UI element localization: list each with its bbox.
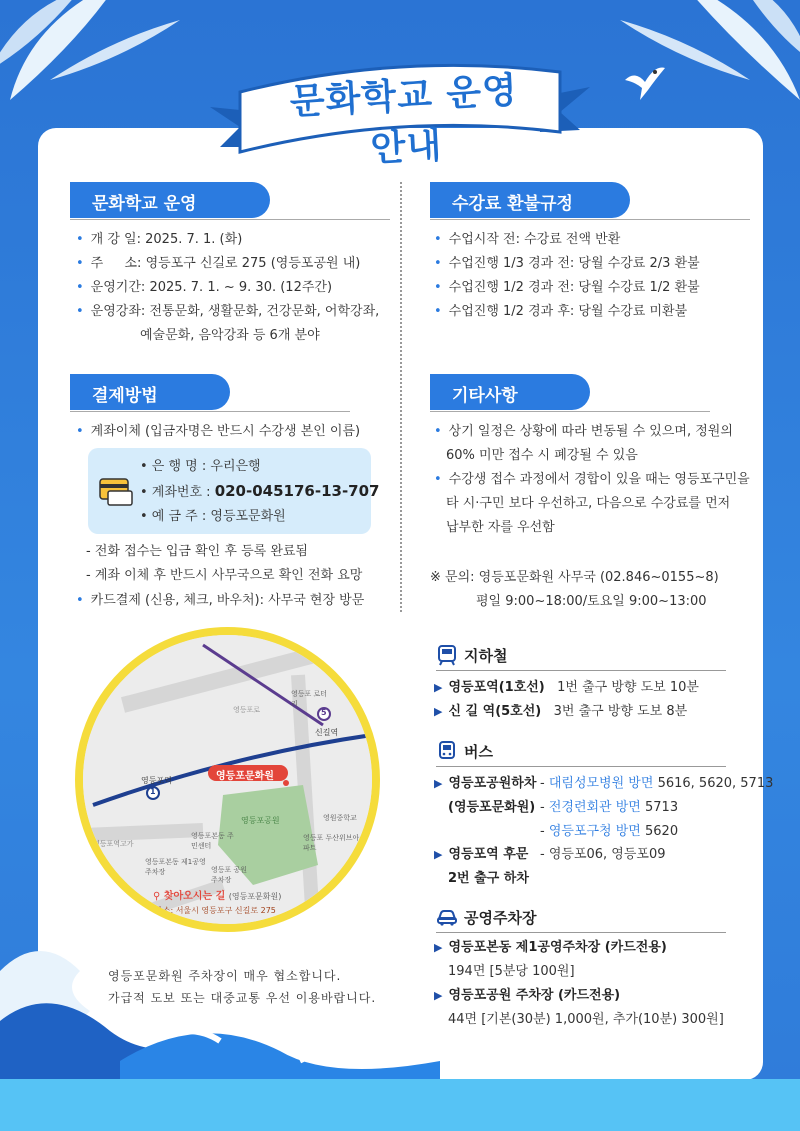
map-overpass-label: 영등포역고가 <box>93 840 134 848</box>
page-title: 문화학교 운영 안내 <box>288 70 519 170</box>
map-road-label: 영등포로 <box>233 706 261 714</box>
account-row: • 계좌번호 : 020-045176-13-707 <box>140 482 380 500</box>
bus-stop-1: ▶ 영등포공원하차 (영등포문화원) <box>434 776 537 815</box>
refund-item: • 수업진행 1/3 경과 전: 당월 수강료 2/3 환불 <box>434 256 700 271</box>
location-map[interactable] <box>75 627 380 932</box>
parking-note: 영등포문화원 주차장이 매우 협소합니다. 가급적 도보 또는 대중교통 우선 이용바랍니다. <box>108 969 377 1005</box>
operation-item: • 주 소: 영등포구 신길로 275 (영등포공원 내) <box>76 256 361 271</box>
parking-heading: 공영주차장 <box>464 909 537 927</box>
map-parking2-label: 영등포 공원주차장 <box>211 866 248 884</box>
operation-item: • 개 강 일: 2025. 7. 1. (화) <box>76 232 243 247</box>
subway-row: ▶ 영등포역(1호선) 1번 출구 방향 도보 10분 <box>434 680 699 695</box>
bank-name: • 은 행 명 : 우리은행 <box>140 459 261 474</box>
payment-heading: 결제방법 <box>70 374 230 410</box>
subway-icon <box>436 644 458 666</box>
etc-list: • 상기 일정은 상황에 따라 변동될 수 있으며, 정원의 60% 미만 접수 시 폐강될 수 있음 • 수강생 접수 과정에서 경합이 있을 때는 영등포구민을 타 시·구민 보다 우선하고, 다음으로 수강료를 먼저 납부한 자를 우선함 <box>434 424 750 535</box>
operation-courses-line2: 예술문화, 음악강좌 등 6개 분야 <box>140 328 320 343</box>
map-rotary-label: 영등포 로터리 <box>291 690 328 708</box>
refund-item: • 수업시작 전: 수강료 전액 반환 <box>434 232 621 247</box>
map-line1-num: 1 <box>150 787 156 796</box>
bus-heading: 버스 <box>464 743 493 761</box>
payment-notes: - 전화 접수는 입금 확인 후 등록 완료됨 - 계좌 이체 후 반드시 사무국으로 확인 전화 요망 <box>86 544 363 583</box>
refund-item: • 수업진행 1/2 경과 후: 당월 수강료 미환불 <box>434 304 688 319</box>
bus-stop-2-routes: - 영등포06, 영등포09 <box>540 847 666 862</box>
parking-list: ▶ 영등포본동 제1공영주차장 (카드전용) 194면 [5분당 100원] ▶ 영등포공원 주차장 (카드전용) 44면 [기본(30분) 1,000원, 추가(10분) 300원] <box>434 940 724 1027</box>
subway-rule <box>436 670 726 671</box>
map-line5-num: 5 <box>321 708 327 717</box>
operation-list <box>76 228 379 348</box>
operation-item: • 운영기간: 2025. 7. 1. ~ 9. 30. (12주간) <box>76 280 333 295</box>
account-holder: • 예 금 주 : 영등포문화원 <box>140 509 286 524</box>
refund-heading: 수강료 환불규정 <box>430 182 630 218</box>
payment-card: • 카드결제 (신용, 체크, 바우처): 사무국 현장 방문 <box>76 593 365 608</box>
map-school-label: 영원중학교 <box>323 814 357 822</box>
wave-decoration <box>0 911 440 1101</box>
operation-item: • 운영강좌: 전통문화, 생활문화, 건강문화, 어학강좌, <box>76 304 380 319</box>
bus-rule <box>436 766 726 767</box>
map-find-label: ⚲ 찾아오시는 길 (영등포문화원) <box>153 891 282 902</box>
bank-details <box>140 455 379 529</box>
map-station5-label: 신길역 <box>315 728 339 737</box>
map-address: 주소: 서울시 영등포구 신길로 275 <box>155 906 276 915</box>
etc-heading: 기타사항 <box>430 374 590 410</box>
subway-heading: 지하철 <box>464 647 508 665</box>
operation-heading: 문화학교 운영 <box>70 182 270 218</box>
refund-list <box>434 228 700 324</box>
map-park-label: 영등포공원 <box>241 816 280 825</box>
map-venue-label: 영등포문화원 <box>216 771 274 782</box>
account-number: 020-045176-13-707 <box>214 482 380 500</box>
palm-leaf-left-icon <box>0 0 190 110</box>
subway-list <box>434 676 699 724</box>
bus-stop-1-routes: - 대림성모병원 방면 5616, 5620, 5713 - 전경련회관 방면 5713 - 영등포구청 방면 5620 <box>540 776 774 839</box>
column-divider <box>400 182 402 612</box>
payment-transfer: • 계좌이체 (입금자명은 반드시 수강생 본인 이름) <box>76 424 361 439</box>
parking-rule <box>436 932 726 933</box>
map-apt-label: 영등포 두산위브아파트 <box>303 834 360 852</box>
seagull-icon <box>620 60 670 110</box>
map-parking1-label: 영등포본동 제1공영주차장 <box>145 858 206 876</box>
location-pin-icon: ⚲ <box>153 891 161 902</box>
map-station1-label: 영등포역 <box>141 776 172 785</box>
bottom-water-band <box>0 1079 800 1131</box>
subway-row: ▶ 신 길 역(5호선) 3번 출구 방향 도보 8분 <box>434 704 688 719</box>
map-center-label: 영등포본동 주민센터 <box>191 832 234 850</box>
inquiry: ※ 문의: 영등포문화원 사무국 (02.846~0155~8) 평일 9:00~18:00/토요일 9:00~13:00 <box>430 570 719 609</box>
bank-card-icon <box>98 475 134 507</box>
refund-item: • 수업진행 1/2 경과 전: 당월 수강료 1/2 환불 <box>434 280 700 295</box>
bus-stop-2: ▶ 영등포역 후문 2번 출구 하차 <box>434 847 529 886</box>
bus-icon <box>436 740 458 762</box>
